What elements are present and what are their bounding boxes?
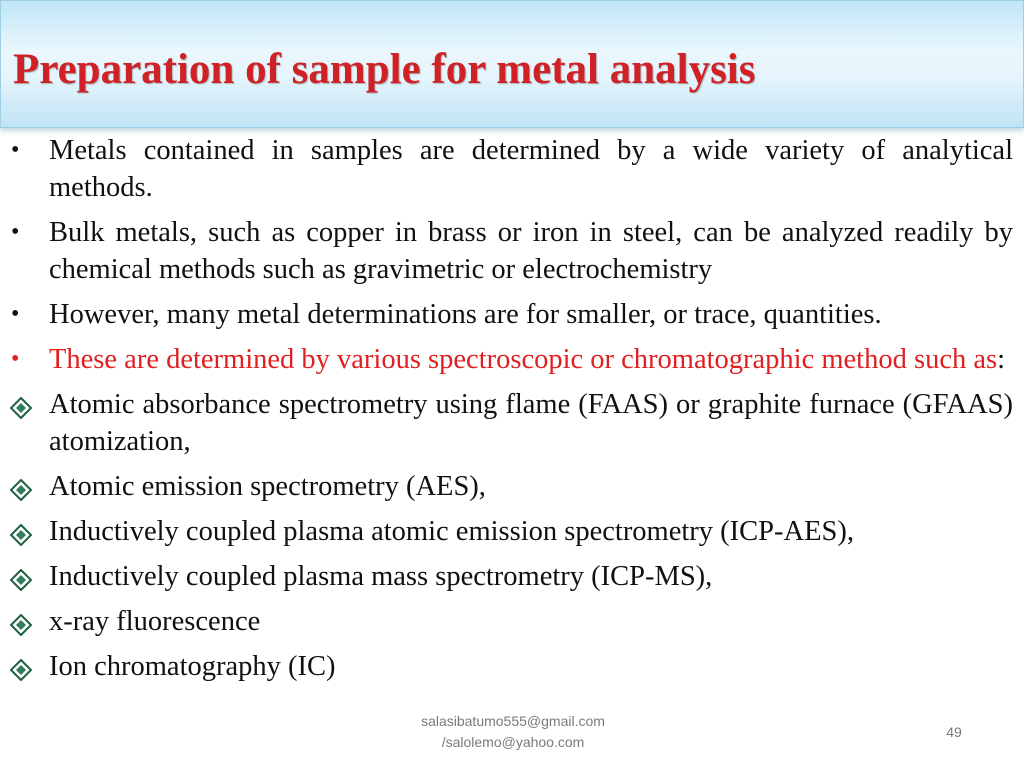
method-text: Atomic emission spectrometry (AES), bbox=[49, 471, 486, 502]
method-text: Ion chromatography (IC) bbox=[49, 651, 336, 682]
bullet-item bbox=[0, 296, 1024, 333]
bullet-text bbox=[0, 341, 1024, 378]
bullet-item-highlight bbox=[0, 341, 1024, 378]
bullet-dot-icon: • bbox=[11, 137, 20, 163]
method-item bbox=[0, 648, 1024, 685]
slide-body bbox=[0, 132, 1024, 685]
diamond-bullet-icon bbox=[10, 569, 32, 591]
bullet-text: However, many metal determinations are for smaller, or trace, quantities. bbox=[49, 299, 882, 330]
method-item bbox=[0, 468, 1024, 505]
diamond-bullet-icon bbox=[10, 659, 32, 681]
diamond-bullet-icon bbox=[10, 479, 32, 501]
bullet-item bbox=[0, 132, 1024, 206]
slide-title: Preparation of sample for metal analysis bbox=[13, 46, 756, 93]
diamond-bullet-icon bbox=[10, 397, 32, 419]
bullet-text: Metals contained in samples are determined by a wide variety of analytical methods. bbox=[49, 135, 1013, 203]
method-text: Atomic absorbance spectrometry using flame (FAAS) or graphite furnace (GFAAS) atomization, bbox=[49, 389, 1013, 457]
bullet-dot-icon: • bbox=[11, 346, 20, 372]
method-text: Inductively coupled plasma atomic emission spectrometry (ICP-AES), bbox=[49, 516, 854, 547]
footer-email-line1: salasibatumo555@gmail.com bbox=[421, 713, 605, 729]
highlight-suffix: : bbox=[997, 344, 1006, 375]
title-banner bbox=[0, 0, 1024, 128]
method-text: x-ray fluorescence bbox=[49, 606, 261, 637]
footer-email bbox=[406, 711, 620, 753]
method-item bbox=[0, 603, 1024, 640]
method-item bbox=[0, 386, 1024, 460]
page-number: 49 bbox=[946, 724, 962, 740]
diamond-bullet-icon bbox=[10, 524, 32, 546]
footer-email-line2: /salolemo@yahoo.com bbox=[441, 734, 585, 750]
method-item bbox=[0, 513, 1024, 550]
method-item bbox=[0, 558, 1024, 595]
highlight-text: These are determined by various spectroscopic or chromatographic method such as bbox=[49, 344, 998, 375]
bullet-dot-icon: • bbox=[11, 301, 20, 327]
bullet-text: Bulk metals, such as copper in brass or iron in steel, can be analyzed readily by chemical methods such as gravimetric or electrochemistry bbox=[49, 217, 1013, 285]
diamond-bullet-icon bbox=[10, 614, 32, 636]
method-text: Inductively coupled plasma mass spectrometry (ICP-MS), bbox=[49, 561, 713, 592]
bullet-dot-icon: • bbox=[11, 219, 20, 245]
bullet-item bbox=[0, 214, 1024, 288]
